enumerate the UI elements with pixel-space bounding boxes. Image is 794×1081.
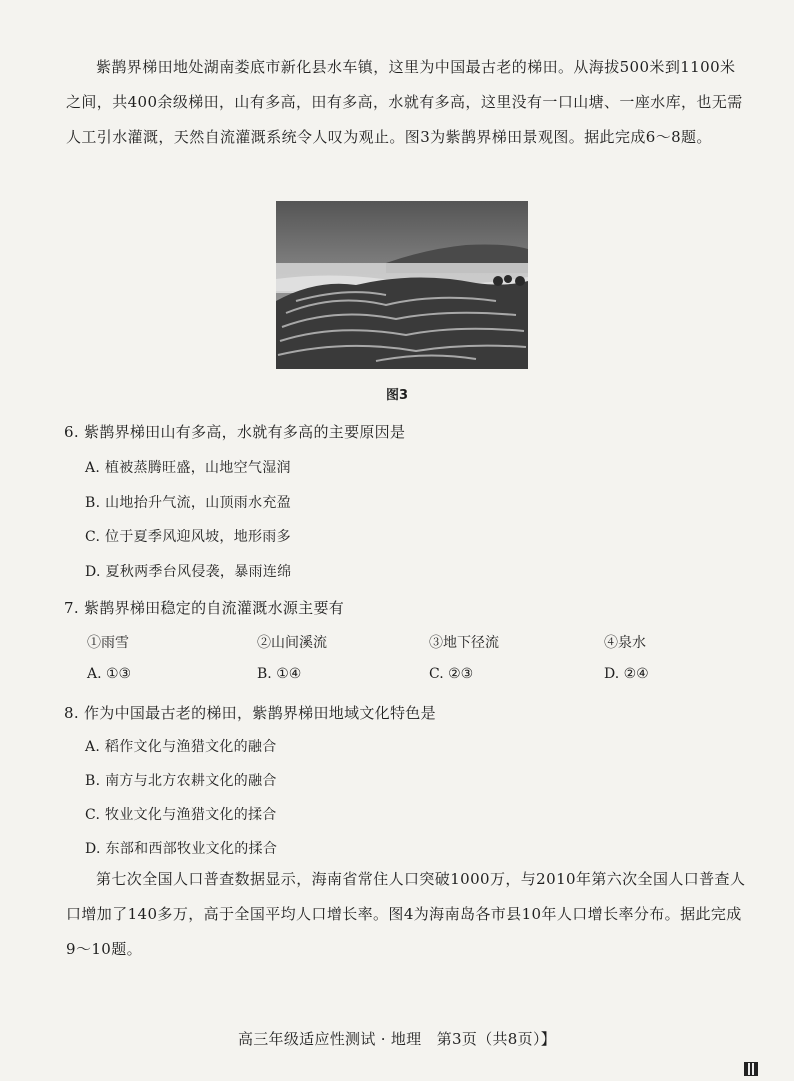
figure-caption: 图3 (385, 388, 409, 403)
question-7-item-1: ①雨雪 (87, 635, 129, 651)
question-6-stem: 6. 紫鹊界梯田山有多高，水就有多高的主要原因是 (64, 423, 406, 441)
intro-passage-1: 紫鹊界梯田地处湖南娄底市新化县水车镇，这里为中国最古老的梯田。从海拔500米到1100米之间，共400余级梯田，山有多高，田有多高，水就有多高，这里没有一口山塘、一座水库，也无需人工引水灌溉，天然自流灌溉系统令人叹为观止。图3为紫鹊界梯田景观图。据此完成6～8题。 (66, 58, 743, 146)
question-6-option-d: D. 夏秋两季台风侵袭，暴雨连绵 (85, 564, 292, 580)
question-8-option-d: D. 东部和西部牧业文化的揉合 (85, 841, 278, 857)
terrace-landscape-image (276, 201, 528, 369)
question-8-stem: 8. 作为中国最古老的梯田，紫鹊界梯田地域文化特色是 (64, 704, 436, 722)
question-6-option-c: C. 位于夏季风迎风坡，地形雨多 (85, 529, 291, 545)
question-8-option-b: B. 南方与北方农耕文化的融合 (85, 773, 277, 789)
question-7-option-b: B. ①④ (257, 666, 302, 682)
question-7-stem: 7. 紫鹊界梯田稳定的自流灌溉水源主要有 (64, 599, 345, 617)
intro-passage-2: 第七次全国人口普查数据显示，海南省常住人口突破1000万，与2010年第六次全国人口普查人口增加了140多万，高于全国平均人口增长率。图4为海南岛各市县10年人口增长率分布。据此完成9～10题。 (66, 870, 746, 958)
terrace-photo (276, 201, 528, 369)
question-7-item-3: ③地下径流 (429, 635, 499, 651)
question-7-item-2: ②山间溪流 (257, 635, 327, 651)
qr-code-icon (745, 1063, 757, 1075)
page-footer: 高三年级适应性测试 · 地理 第3页（共8页）】 (237, 1030, 557, 1048)
question-7-option-d: D. ②④ (604, 666, 649, 682)
question-7-item-4: ④泉水 (604, 635, 646, 651)
question-6-option-b: B. 山地抬升气流，山顶雨水充盈 (85, 495, 291, 511)
question-8-option-c: C. 牧业文化与渔猎文化的揉合 (85, 807, 277, 823)
question-6-option-a: A. 植被蒸腾旺盛，山地空气湿润 (85, 460, 291, 476)
question-7-option-a: A. ①③ (87, 666, 132, 682)
question-7-option-c: C. ②③ (429, 666, 474, 682)
question-8-option-a: A. 稻作文化与渔猎文化的融合 (85, 739, 277, 755)
